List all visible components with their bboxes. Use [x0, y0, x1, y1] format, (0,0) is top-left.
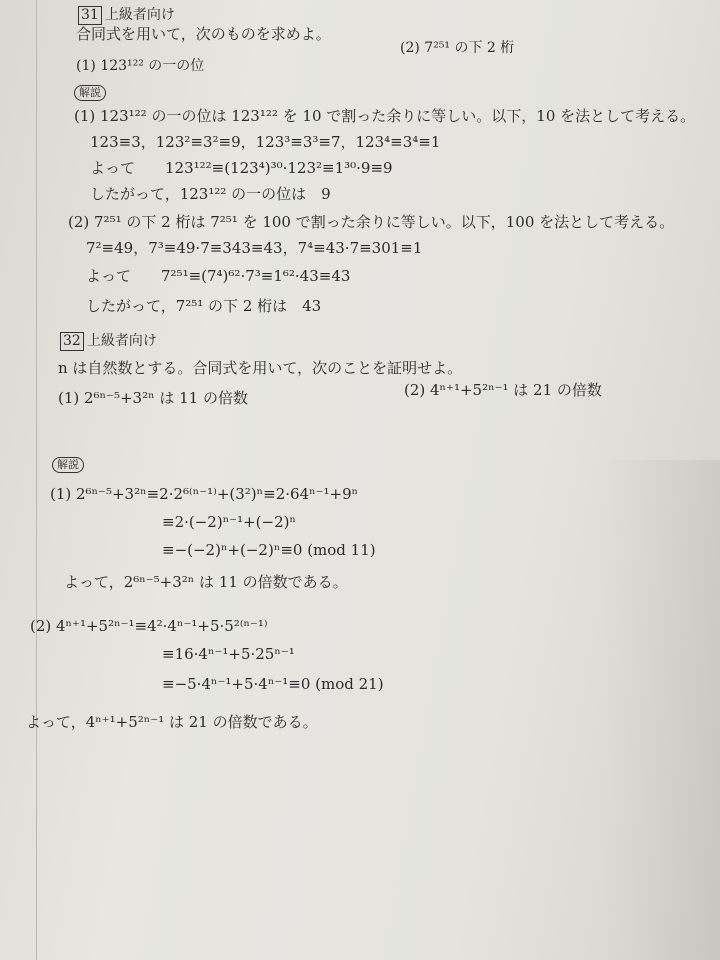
- p32-s1-conclusion: よって，2⁶ⁿ⁻⁵+3²ⁿ は 11 の倍数である。: [64, 573, 348, 591]
- problem-32-prompt: n は自然数とする。合同式を用いて，次のことを証明せよ。: [58, 359, 463, 377]
- solution-label-2: 解説: [52, 457, 84, 473]
- problem-31-q2: (2) 7²⁵¹ の下 2 桁: [400, 40, 515, 56]
- p32-s1-line1: (1) 2⁶ⁿ⁻⁵+3²ⁿ≡2·2⁶⁽ⁿ⁻¹⁾+(3²)ⁿ≡2·64ⁿ⁻¹+9ⁿ: [50, 485, 359, 503]
- page-margin-line: [36, 0, 37, 960]
- p31-s2-intro: (2) 7²⁵¹ の下 2 桁は 7²⁵¹ を 100 で割った余りに等しい。以下，100 を法として考える。: [68, 213, 675, 231]
- solution-label: 解説: [74, 85, 106, 101]
- problem-32-number: 32: [60, 332, 84, 351]
- p32-s2-conclusion: よって，4ⁿ⁺¹+5²ⁿ⁻¹ は 21 の倍数である。: [26, 713, 318, 731]
- p31-s1-line3: したがって，123¹²² の一の位は 9: [90, 185, 331, 203]
- problem-32-header: [60, 330, 157, 351]
- p31-s1-line2: よって 123¹²²≡(123⁴)³⁰·123²≡1³⁰·9≡9: [90, 159, 393, 177]
- problem-31-number: 31: [78, 6, 102, 25]
- paper-shadow: [600, 460, 720, 960]
- p31-s1-intro: (1) 123¹²² の一の位は 123¹²² を 10 で割った余りに等しい。以下，10 を法として考える。: [74, 107, 696, 125]
- problem-32-level: 上級者向け: [86, 333, 157, 349]
- problem-31-header: [78, 4, 175, 25]
- problem-32-q2: (2) 4ⁿ⁺¹+5²ⁿ⁻¹ は 21 の倍数: [404, 381, 602, 399]
- p31-s2-line3: したがって，7²⁵¹ の下 2 桁は 43: [86, 297, 322, 315]
- p31-s1-line1: 123≡3，123²≡3²≡9，123³≡3³≡7，123⁴≡3⁴≡1: [90, 133, 441, 151]
- p31-s2-line2: よって 7²⁵¹≡(7⁴)⁶²·7³≡1⁶²·43≡43: [86, 267, 351, 285]
- problem-32-solution-label-wrap: [52, 454, 90, 474]
- p32-s1-line2: ≡2·(−2)ⁿ⁻¹+(−2)ⁿ: [162, 513, 296, 531]
- p32-s1-line3: ≡−(−2)ⁿ+(−2)ⁿ≡0 (mod 11): [162, 541, 376, 559]
- p31-s2-line1: 7²≡49，7³≡49·7≡343≡43，7⁴≡43·7≡301≡1: [86, 239, 423, 257]
- p32-s2-line3: ≡−5·4ⁿ⁻¹+5·4ⁿ⁻¹≡0 (mod 21): [162, 675, 384, 693]
- p32-s2-line2: ≡16·4ⁿ⁻¹+5·25ⁿ⁻¹: [162, 645, 295, 663]
- problem-31-q1: (1) 123¹²² の一の位: [76, 58, 205, 74]
- problem-31-solution-label-wrap: [74, 82, 112, 102]
- problem-32-q1: (1) 2⁶ⁿ⁻⁵+3²ⁿ は 11 の倍数: [58, 389, 248, 407]
- problem-31-level: 上級者向け: [104, 7, 175, 23]
- p32-s2-line1: (2) 4ⁿ⁺¹+5²ⁿ⁻¹≡4²·4ⁿ⁻¹+5·5²⁽ⁿ⁻¹⁾: [30, 617, 268, 635]
- problem-31-prompt: 合同式を用いて，次のものを求めよ。: [76, 25, 331, 43]
